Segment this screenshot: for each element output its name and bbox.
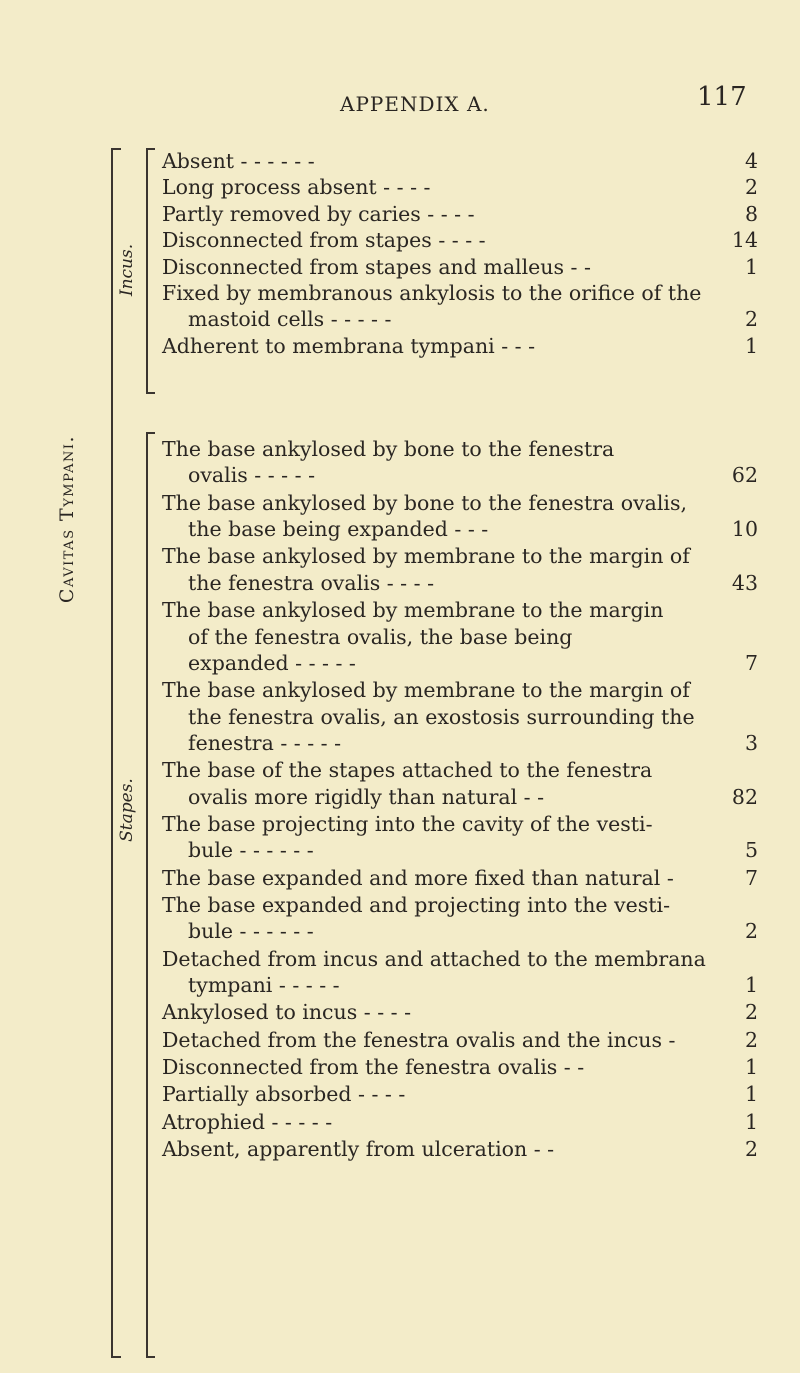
stapes-bracket-line <box>146 432 148 1358</box>
incus-entry-line: Absent - - - - - - <box>162 149 315 173</box>
stapes-bracket-bottom <box>146 1356 155 1358</box>
stapes-entry-count: 2 <box>744 919 758 944</box>
stapes-entry-line: The base projecting into the cavity of the vesti- <box>162 812 653 836</box>
stapes-entry-line: The base of the stapes attached to the fenestra <box>162 758 653 783</box>
incus-bracket-bottom <box>146 392 155 394</box>
incus-entry-line: Disconnected from stapes - - - - <box>162 228 486 253</box>
stapes-entry-count: 82 <box>731 784 758 809</box>
stapes-entry-count: 1 <box>744 1109 758 1134</box>
stapes-entry-line: The base expanded and projecting into the vesti- <box>162 893 671 917</box>
stapes-entry-line: the fenestra ovalis, an exostosis surrounding the <box>188 704 695 729</box>
stapes-entry-line: ovalis more rigidly than natural - - <box>188 784 545 809</box>
stapes-entry-line: of the fenestra ovalis, the base being <box>188 624 573 649</box>
running-header <box>0 82 800 132</box>
stapes-entry-line: Atrophied - - - - - <box>162 1109 333 1134</box>
stapes-entry-line: Partially absorbed - - - - <box>162 1082 406 1107</box>
stapes-entry-line: The base ankylosed by membrane to the margin <box>162 598 664 623</box>
page-number: 117 <box>697 82 747 112</box>
running-title: APPENDIX A. <box>340 92 490 116</box>
stapes-entry-line: The base ankylosed by membrane to the margin of <box>162 678 690 703</box>
stapes-entry-line: Ankylosed to incus - - - - <box>162 1000 412 1025</box>
incus-bracket-line <box>146 148 148 394</box>
stapes-entry-line: bule - - - - - - <box>188 919 314 944</box>
stapes-entry-count: 2 <box>744 1136 758 1161</box>
stapes-entry-count: 2 <box>744 1000 758 1025</box>
incus-entry-count: 8 <box>744 201 758 226</box>
stapes-entry-line: Disconnected from the fenestra ovalis - - <box>162 1055 585 1079</box>
stapes-entry-line: fenestra - - - - - <box>188 731 342 755</box>
incus-entry-line: Partly removed by caries - - - - <box>162 201 475 226</box>
incus-entry-count: 1 <box>744 333 758 358</box>
stapes-entry-count: 5 <box>744 838 758 863</box>
stapes-entry-count: 1 <box>744 1055 758 1079</box>
incus-entry-count: 2 <box>744 307 758 332</box>
incus-entry-count: 4 <box>744 149 758 173</box>
incus-label: Incus. <box>117 243 137 297</box>
stapes-entry-line: tympani - - - - - <box>188 973 340 998</box>
stapes-entry-count: 2 <box>744 1027 758 1052</box>
outer-bracket-line <box>111 148 113 1358</box>
incus-entry-line: mastoid cells - - - - - <box>188 307 392 332</box>
stapes-entry-line: Detached from the fenestra ovalis and the incus - <box>162 1027 676 1052</box>
stapes-label: Stapes. <box>117 778 137 842</box>
stapes-entry-line: The base expanded and more fixed than natural - <box>162 865 674 890</box>
cavitas-tympani-label: Cavitas Tympani. <box>56 434 78 604</box>
stapes-entry-line: expanded - - - - - <box>188 650 356 675</box>
incus-entry-line: Fixed by membranous ankylosis to the orifice of the <box>162 281 702 305</box>
incus-entry-line: Long process absent - - - - <box>162 175 431 200</box>
stapes-entry-line: The base ankylosed by bone to the fenestra ovalis, <box>162 490 688 515</box>
outer-bracket-bottom <box>111 1356 121 1358</box>
stapes-entry-count: 10 <box>731 517 758 542</box>
stapes-entry-count: 1 <box>744 973 758 998</box>
incus-entry-count: 1 <box>744 254 758 279</box>
incus-entry-line: Disconnected from stapes and malleus - - <box>162 254 591 279</box>
stapes-entry-line: Absent, apparently from ulceration - - <box>162 1136 555 1161</box>
stapes-entry-count: 3 <box>744 731 758 755</box>
stapes-entry-count: 7 <box>744 650 758 675</box>
stapes-entry-line: the fenestra ovalis - - - - <box>188 570 434 595</box>
incus-entry-line: Adherent to membrana tympani - - - <box>162 333 536 358</box>
stapes-entry-line: bule - - - - - - <box>188 838 314 863</box>
incus-entry-count: 2 <box>744 175 758 200</box>
stapes-entry-count: 62 <box>731 463 758 488</box>
stapes-entry-count: 7 <box>744 865 758 890</box>
stapes-entry-line: The base ankylosed by bone to the fenestra <box>162 437 615 461</box>
stapes-entry-count: 43 <box>731 570 758 595</box>
stapes-entry-line: Detached from incus and attached to the membrana <box>162 946 706 971</box>
stapes-entry-line: The base ankylosed by membrane to the margin of <box>162 544 690 569</box>
stapes-entry-line: the base being expanded - - - <box>188 517 489 542</box>
stapes-entry-count: 1 <box>744 1082 758 1107</box>
incus-entry-count: 14 <box>731 228 758 253</box>
stapes-entry-line: ovalis - - - - - <box>188 463 315 488</box>
